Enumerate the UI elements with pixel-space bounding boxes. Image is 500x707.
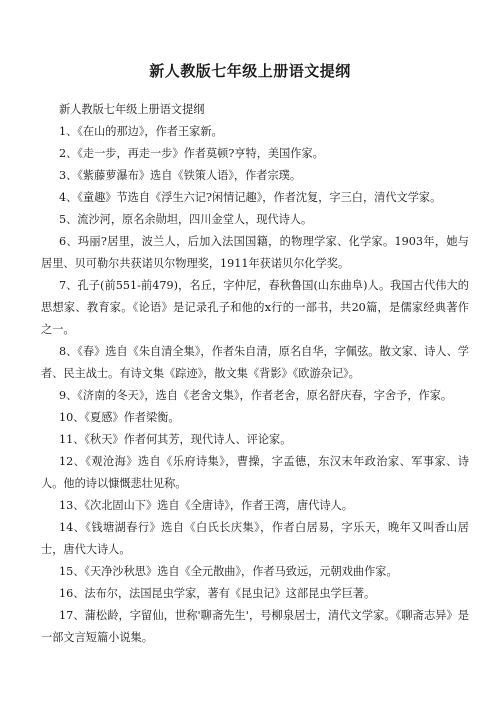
outline-item-15: 15、《天净沙秋思》选自《全元散曲》，作者马致远，元朝戏曲作家。 bbox=[59, 565, 398, 578]
outline-item-12: 12、《观沧海》选自《乐府诗集》，曹操，字孟德，东汉末年政治家、军事家、诗人。他的诗以慷慨悲壮见称。 bbox=[41, 455, 469, 490]
outline-item-16: 16、法布尔，法国昆虫学家，著有《昆虫记》这部昆虫学巨著。 bbox=[59, 587, 376, 600]
outline-item-10: 10、《夏感》作者梁衡。 bbox=[59, 411, 180, 424]
document-subtitle: 新人教版七年级上册语文提纲 bbox=[59, 103, 205, 116]
document-body bbox=[41, 99, 469, 649]
outline-item-13: 13、《次北固山下》选自《全唐诗》，作者王湾，唐代诗人。 bbox=[59, 499, 353, 512]
outline-item-9: 9、《济南的冬天》，选自《老舍文集》，作者老舍，原名舒庆春，字舍予，作家。 bbox=[59, 389, 453, 402]
outline-item-5: 5、流沙河，原名余勋坦，四川金堂人，现代诗人。 bbox=[59, 213, 313, 226]
outline-item-8: 8、《春》选自《朱自清全集》，作者朱自清，原名自华，字佩弦。散文家、诗人、学者、民主战士。有诗文集《踪迹》，散文集《背影》《欧游杂记》。 bbox=[41, 345, 469, 380]
outline-item-1: 1、《在山的那边》，作者王家新。 bbox=[59, 125, 223, 138]
outline-item-7: 7、孔子(前551-前479)，名丘，字仲尼，春秋鲁国(山东曲阜)人。我国古代伟大的思想家、教育家。《论语》是记录孔子和他的x行的一部书，共20篇，是儒家经典著作之一。 bbox=[41, 279, 469, 336]
outline-item-4: 4、《童趣》节选自《浮生六记?闲情记趣》，作者沈复，字三白，清代文学家。 bbox=[59, 191, 442, 204]
outline-item-3: 3、《紫藤萝瀑布》选自《铁策人语》，作者宗璞。 bbox=[59, 169, 302, 182]
outline-item-2: 2、《走一步，再走一步》作者莫顿?亨特，美国作家。 bbox=[59, 147, 324, 160]
document-title: 新人教版七年级上册语文提纲 bbox=[149, 62, 351, 80]
outline-item-17: 17、蒲松龄，字留仙，世称'聊斋先生'，号柳泉居士，清代文学家。《聊斋志异》是一部文言短篇小说集。 bbox=[41, 609, 469, 644]
outline-item-14: 14、《钱塘湖春行》选自《白氏长庆集》，作者白居易，字乐天，晚年又叫香山居士，唐代大诗人。 bbox=[41, 521, 469, 556]
outline-item-6: 6、玛丽?居里，波兰人，后加入法国国籍，的物理学家、化学家。1903年，她与居里、贝可勒尔共获诺贝尔物理奖，1911年获诺贝尔化学奖。 bbox=[41, 235, 469, 270]
outline-item-11: 11、《秋天》作者何其芳，现代诗人、评论家。 bbox=[59, 433, 292, 446]
